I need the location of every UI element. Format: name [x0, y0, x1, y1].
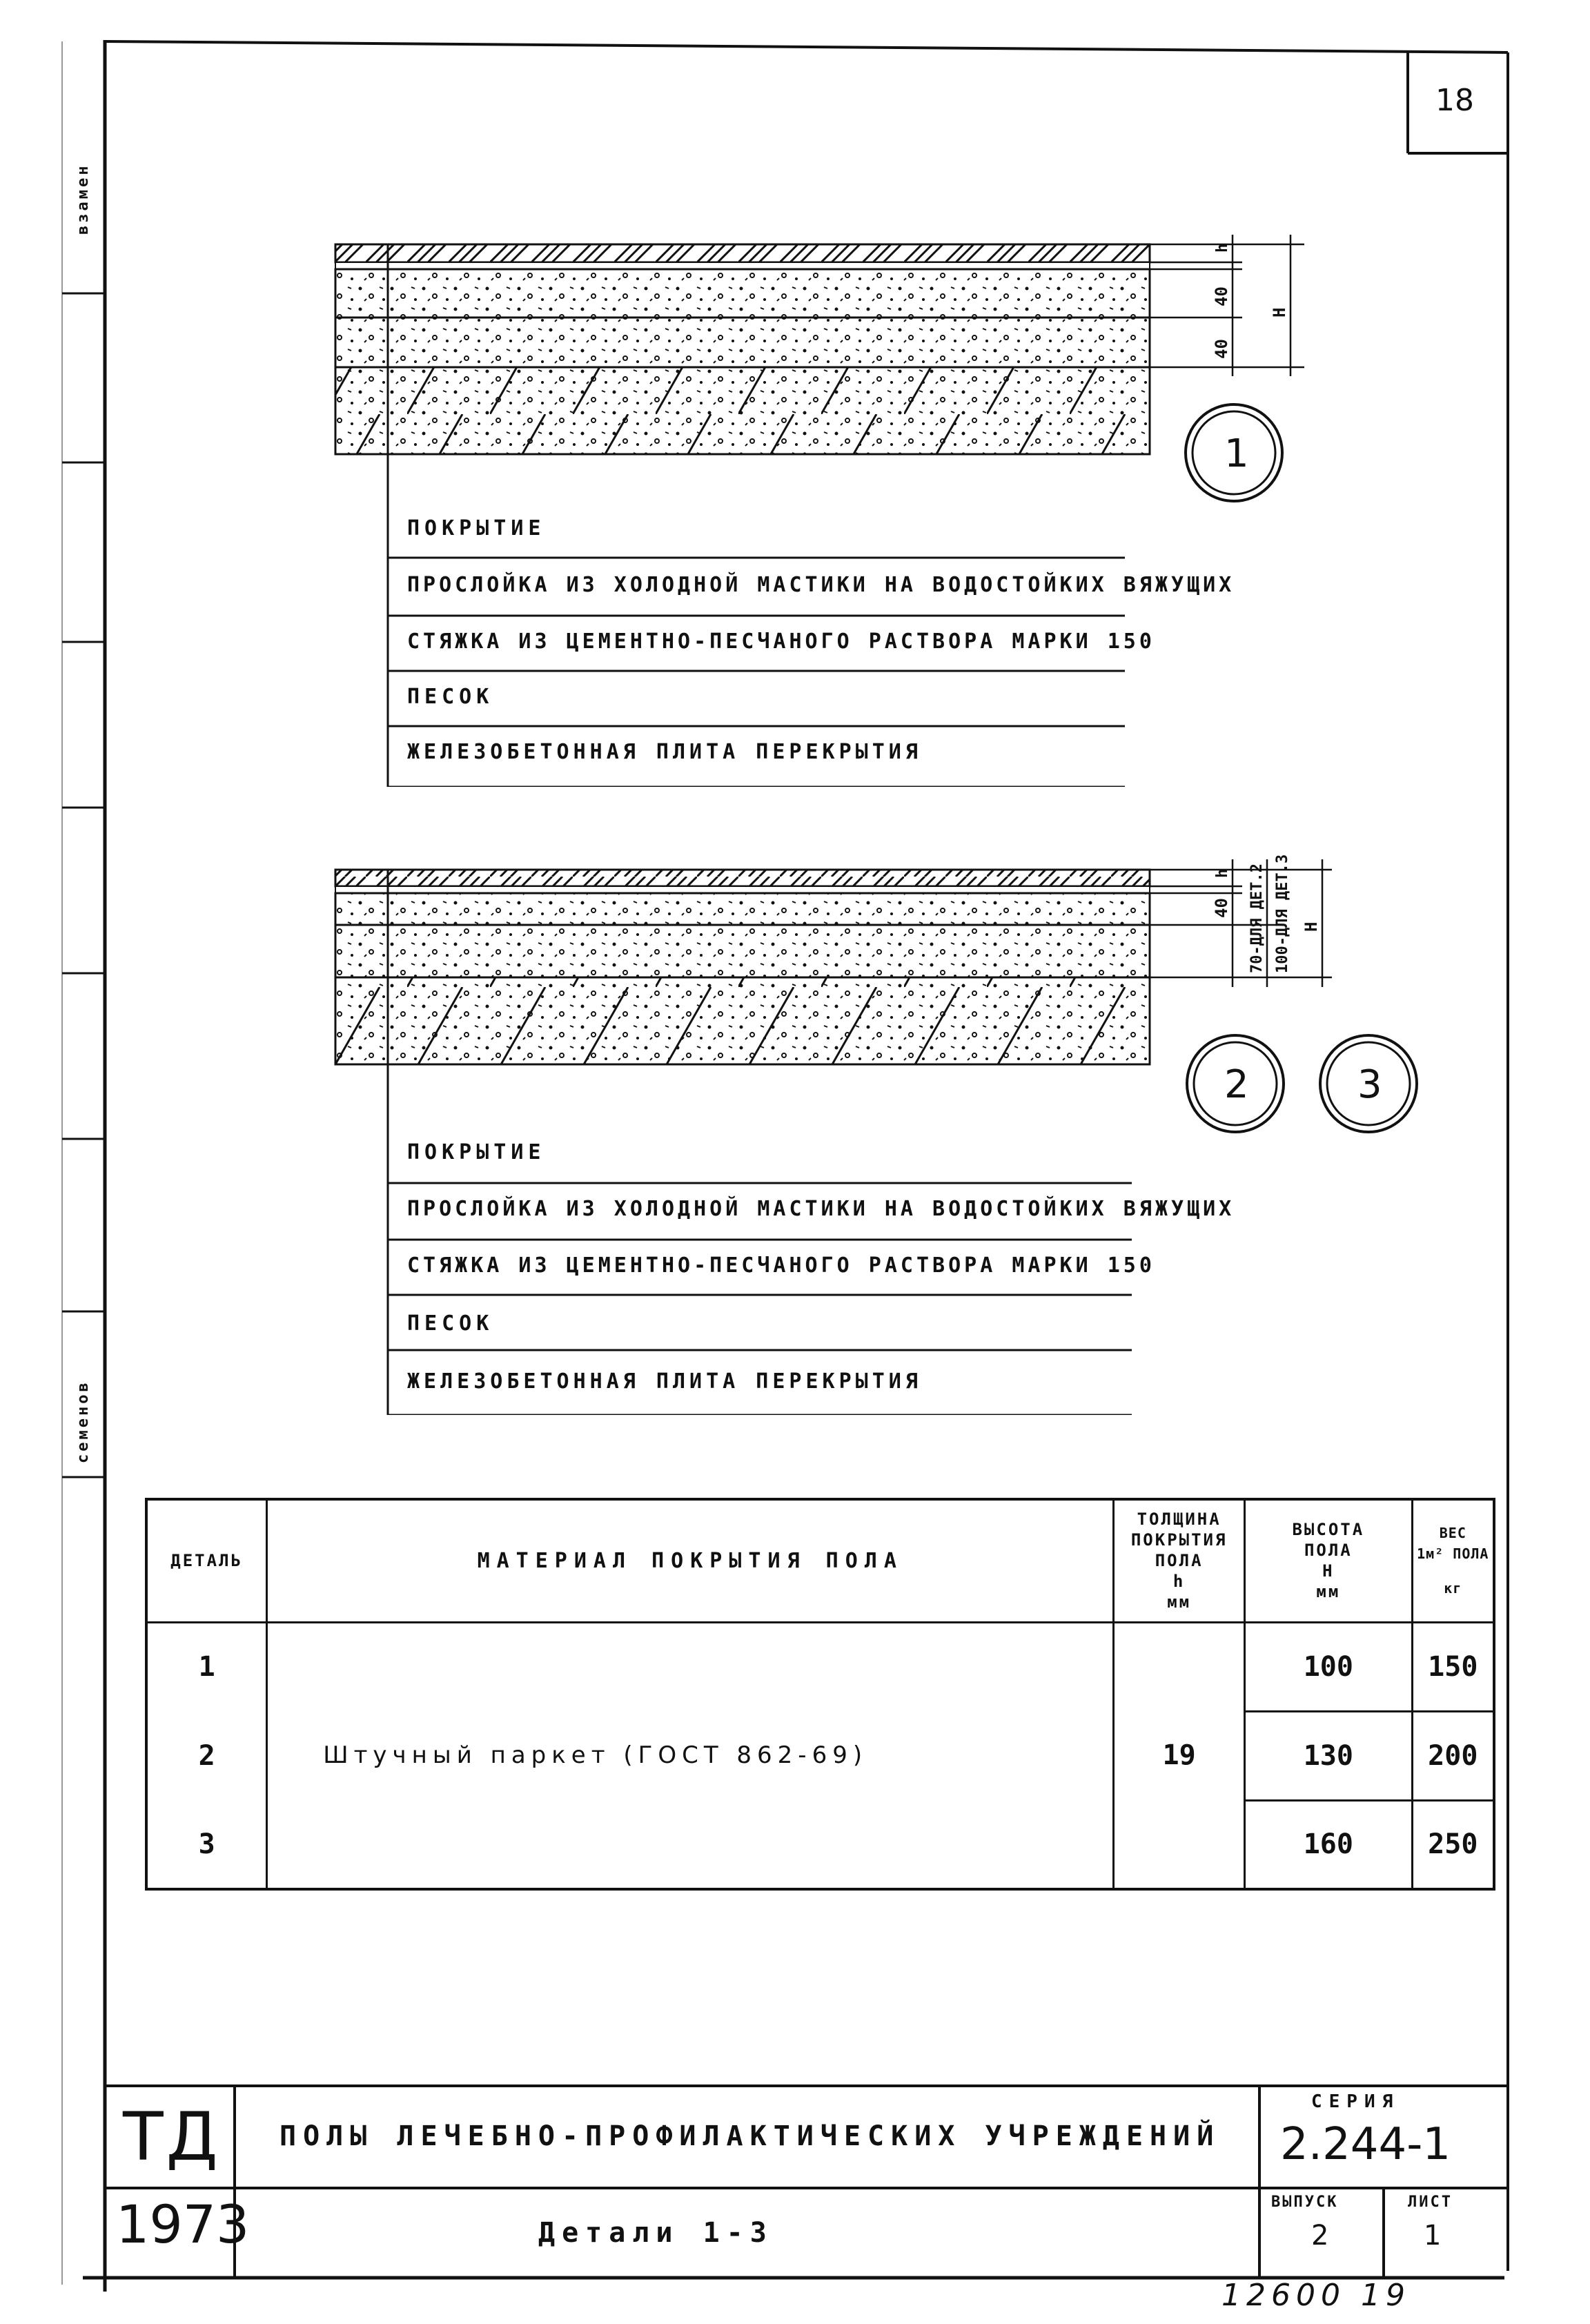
row-1-weight: 150	[1412, 1622, 1494, 1711]
org-mark: ТД	[123, 2098, 221, 2176]
hdr-height-l1: ВЫСОТА	[1292, 1520, 1365, 1540]
hdr-thickness-l3: ПОЛА	[1155, 1551, 1204, 1571]
hdr-thickness	[1114, 1499, 1245, 1622]
row-3-detail: 3	[146, 1800, 267, 1889]
thickness-value: 19	[1114, 1622, 1245, 1889]
drawing-title: ПОЛЫ ЛЕЧЕБНО-ПРОФИЛАКТИЧЕСКИХ УЧРЕЖДЕНИЙ	[279, 2120, 1221, 2152]
row-1-detail: 1	[146, 1622, 267, 1711]
sheet-in-series: 1	[1424, 2220, 1442, 2252]
title-block-frame	[104, 2084, 1511, 2281]
s1-layer-cover: ПОКРЫТИЕ	[407, 516, 546, 540]
s2-layer-screed: СТЯЖКА ИЗ ЦЕМЕНТНО-ПЕСЧАНОГО РАСТВОРА МАРКИ 150	[407, 1253, 1155, 1278]
dim-h-2: h	[1214, 868, 1231, 878]
s2-layer-mastic: ПРОСЛОЙКА ИЗ ХОЛОДНОЙ МАСТИКИ НА ВОДОСТОЙКИХ ВЯЖУЩИХ	[407, 1197, 1235, 1221]
hdr-thickness-l2: ПОКРЫТИЯ	[1130, 1530, 1228, 1550]
s1-layer-sand: ПЕСОК	[407, 685, 494, 709]
material-text: Штучный паркет (ГОСТ 862-69)	[323, 1741, 868, 1770]
dim-H-1: H	[1270, 307, 1289, 318]
dim-40-2: 40	[1212, 898, 1231, 918]
hdr-height-l3: H	[1322, 1561, 1335, 1581]
hdr-detail: ДЕТАЛЬ	[146, 1499, 267, 1622]
hdr-material	[267, 1499, 1114, 1622]
dim-h-1: h	[1214, 243, 1231, 253]
row-2-weight: 200	[1412, 1711, 1494, 1800]
dim-70-2: 70-ДЛЯ ДЕТ.2	[1248, 863, 1266, 973]
issue-number: 2	[1311, 2220, 1329, 2252]
s2-layer-sand: ПЕСОК	[407, 1311, 494, 1336]
s2-layer-cover: ПОКРЫТИЕ	[407, 1140, 546, 1164]
hdr-height-l2: ПОЛА	[1304, 1541, 1353, 1561]
callout-1: 1	[1224, 431, 1249, 476]
hdr-thickness-l4: h	[1172, 1572, 1186, 1592]
row-3-weight: 250	[1412, 1800, 1494, 1889]
dim-H-2: H	[1302, 921, 1321, 932]
dim-100-2: 100-ДЛЯ ДЕТ.3	[1274, 854, 1291, 973]
hdr-weight	[1412, 1499, 1494, 1622]
year: 1973	[116, 2194, 250, 2255]
hdr-thickness-l5: мм	[1167, 1592, 1192, 1612]
material-cell	[267, 1622, 1114, 1889]
callout-2: 2	[1224, 1062, 1249, 1107]
hdr-thickness-l1: ТОЛЩИНА	[1137, 1510, 1221, 1530]
series-label: СЕРИЯ	[1311, 2091, 1400, 2112]
drawing-subtitle: Детали 1-3	[538, 2217, 774, 2249]
hdr-weight-l2: 1м² ПОЛА	[1417, 1545, 1489, 1563]
dim-40a-1: 40	[1212, 286, 1231, 306]
sheet-number: 18	[1435, 83, 1474, 118]
callout-3: 3	[1357, 1062, 1382, 1107]
row-2-height: 130	[1245, 1711, 1413, 1800]
margin-stamp-top: взамен	[75, 163, 92, 235]
margin-stamp-bottom: семенов	[75, 1380, 92, 1463]
s2-layer-slab: ЖЕЛЕЗОБЕТОННАЯ ПЛИТА ПЕРЕКРЫТИЯ	[407, 1369, 922, 1394]
hdr-weight-l3: кг	[1444, 1580, 1462, 1597]
s1-layer-screed: СТЯЖКА ИЗ ЦЕМЕНТНО-ПЕСЧАНОГО РАСТВОРА МАРКИ 150	[407, 629, 1155, 654]
s1-layer-slab: ЖЕЛЕЗОБЕТОННАЯ ПЛИТА ПЕРЕКРЫТИЯ	[407, 740, 922, 764]
sheet-label: ЛИСТ	[1408, 2194, 1453, 2211]
dim-40b-1: 40	[1212, 339, 1231, 359]
row-3-height: 160	[1245, 1800, 1413, 1889]
spec-table	[145, 1498, 1495, 1891]
series-number: 2.244-1	[1280, 2119, 1451, 2170]
row-1-height: 100	[1245, 1622, 1413, 1711]
hdr-height-l4: мм	[1316, 1582, 1341, 1602]
hdr-weight-l1: ВЕС	[1439, 1525, 1466, 1542]
footer-note: 12600 19	[1221, 2278, 1411, 2313]
row-2-detail: 2	[146, 1711, 267, 1800]
issue-label: ВЫПУСК	[1271, 2194, 1339, 2211]
hdr-material-text: МАТЕРИАЛ ПОКРЫТИЯ ПОЛА	[477, 1548, 903, 1573]
hdr-height	[1245, 1499, 1413, 1622]
s1-layer-mastic: ПРОСЛОЙКА ИЗ ХОЛОДНОЙ МАСТИКИ НА ВОДОСТОЙКИХ ВЯЖУЩИХ	[407, 573, 1235, 597]
